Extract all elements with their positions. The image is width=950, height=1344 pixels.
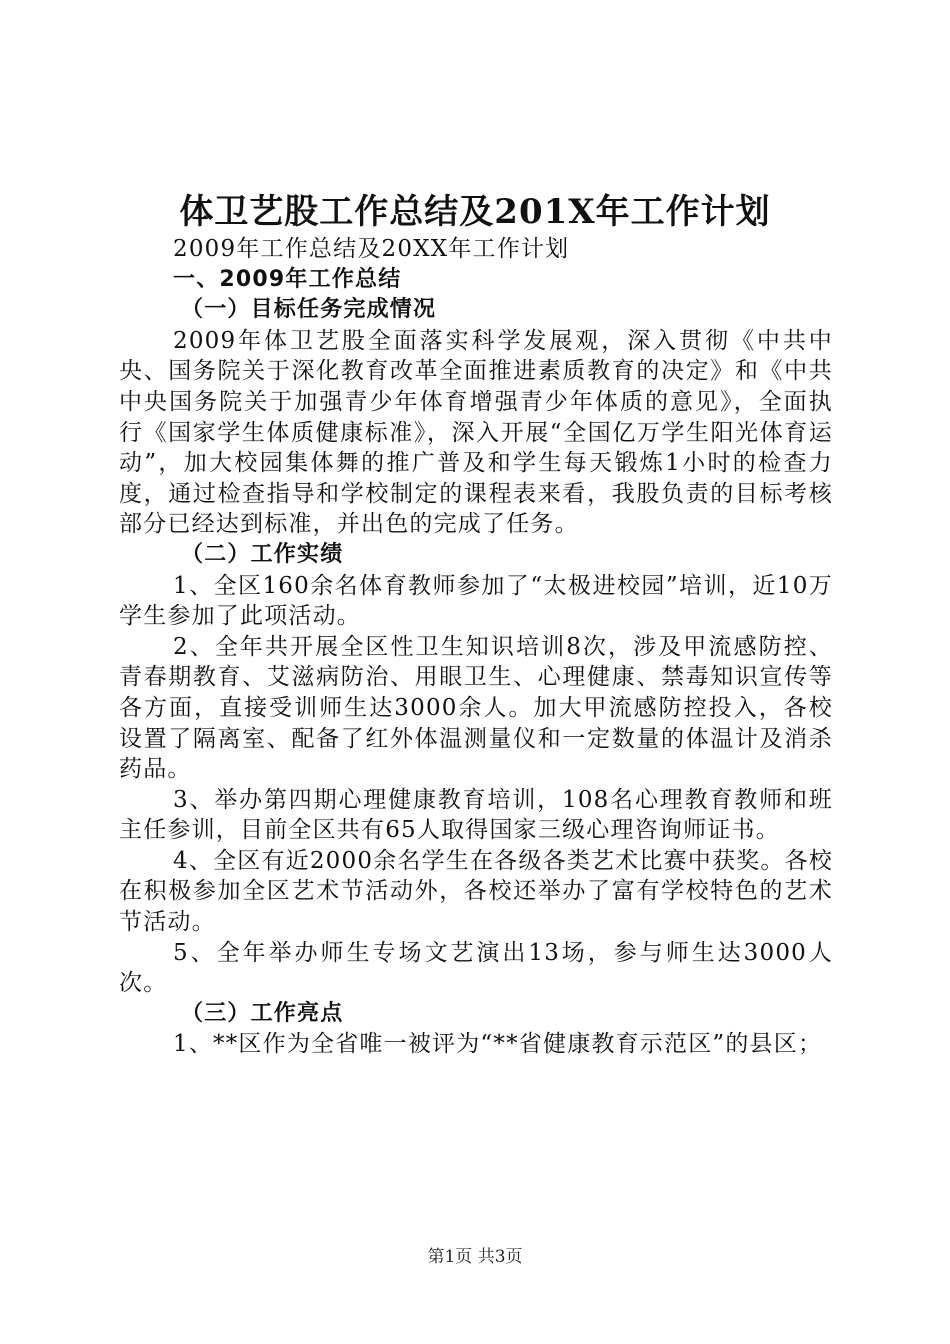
subsection-heading-1: （一）目标任务完成情况 [181, 297, 437, 323]
list-item-highlight-1: 1、**区作为全省唯一被评为“**省健康教育示范区”的县区； [173, 1031, 823, 1058]
page-footer: 第1页 共3页 [427, 1247, 523, 1267]
list-item-achievement-3: 3、举办第四期心理健康教育培训，108名心理教育教师和班主任参训，目前全区共有65人取得国家三级心理咨询师证书。 [119, 786, 833, 844]
list-item-achievement-4: 4、全区有近2000余名学生在各级各类艺术比赛中获奖。各校在积极参加全区艺术节活动外，各校还举办了富有学校特色的艺术节活动。 [119, 847, 833, 936]
document-title: 体卫艺股工作总结及201X年工作计划 [179, 192, 771, 232]
list-item-achievement-2: 2、全年共开展全区性卫生知识培训8次，涉及甲流感防控、青春期教育、艾滋病防治、用眼卫生、心理健康、禁毒知识宣传等各方面，直接受训师生达3000余人。加大甲流感防控投入，各校设置了隔离室、配备了红外体温测量仪和一定数量的体温计及消杀药品。 [119, 633, 833, 783]
subsection-heading-2: （二）工作实绩 [181, 541, 344, 567]
section-heading-1: 一、2009年工作总结 [173, 266, 402, 292]
list-item-achievement-5: 5、全年举办师生专场文艺演出13场，参与师生达3000人次。 [119, 939, 833, 997]
subsection-heading-3: （三）工作亮点 [181, 1000, 344, 1026]
list-item-achievement-1: 1、全区160余名体育教师参加了“太极进校园”培训，近10万学生参加了此项活动。 [119, 572, 833, 630]
document-body [119, 234, 833, 1060]
paragraph-goals: 2009年体卫艺股全面落实科学发展观，深入贯彻《中共中央、国务院关于深化教育改革全面推进素质教育的决定》和《中共中央国务院关于加强青少年体育增强青少年体质的意见》，全面执行《国家学生体质健康标准》，深入开展“全国亿万学生阳光体育运动”，加大校园集体舞的推广普及和学生每天锻炼1小时的检查力度，通过检查指导和学校制定的课程表来看，我股负责的目标考核部分已经达到标准，并出色的完成了任务。 [119, 327, 833, 538]
document-subtitle: 2009年工作总结及20XX年工作计划 [173, 236, 570, 262]
